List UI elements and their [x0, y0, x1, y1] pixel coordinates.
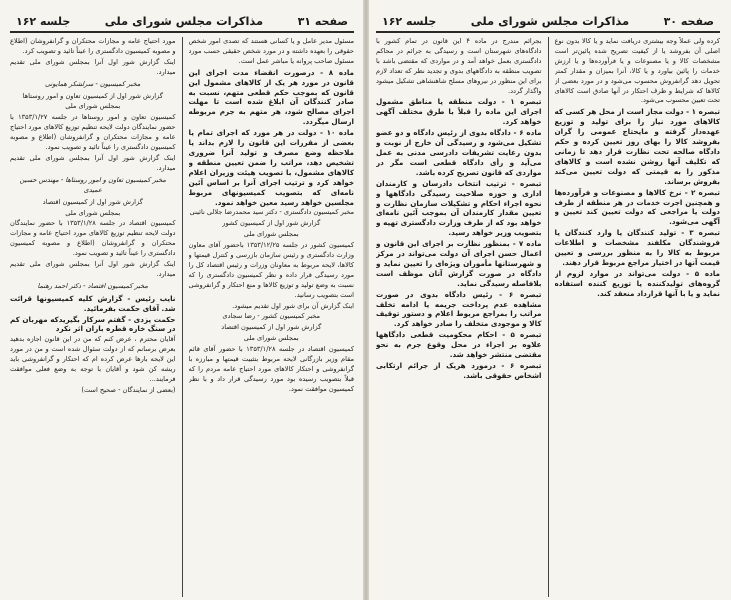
section-heading: بمجلس شورای ملی — [65, 208, 121, 217]
column-left — [376, 37, 542, 597]
paragraph: مخبر کمیسیون دادگستری - دکتر سید محمدرضا جلالی نائینی — [189, 208, 354, 217]
paragraph: اینک گزارش آن برای شور اول تقدیم میشود. — [232, 301, 354, 310]
column-rule — [548, 37, 549, 597]
paragraph: اینک گزارش شور اول آنرا بمجلس شورای ملی تقدیم میدارد. — [10, 153, 176, 172]
page-31 — [0, 0, 365, 600]
column-left — [10, 37, 176, 597]
page-label: صفحه ۳۰ — [663, 15, 714, 28]
page-label: صفحه ۳۱ — [297, 15, 348, 28]
paragraph: بجرائم مندرج در ماده ۴ این قانون در تمام کشور با دادگاه‌های شهرستان است و رسیدگی به جرائم در محاکم دادگستری بعمل خواهد آمد و در مواردی که مقتضی باشد با تصویب منطقه به دادگاههای بدوی و تجدید نظر که تعداد لازم برای این منظور در نیروهای مسلح شاهنشاهی تشکیل میشود واگذار گردد. — [376, 37, 542, 95]
paragraph: مسئول مدیر عامل و یا کسانی هستند که تصدی امور شخص حقوقی را بعهده داشته و در مورد شخص حقیقی حسب مورد مسئول صاحب پروانه یا مباشر عمل است. — [188, 37, 354, 65]
paragraph: کمیسیون تعاون و امور روستاها در جلسه ۱۳۵۳/۱/۲۷ با حضور نمایندگان دولت لایحه تنظیم توزیع کالاهای مورد احتیاج عامه و مجازات محتکران و گرانفروشان (اطلاع و مصوبه کمیسیون دادگستری را عیناً تائید و تصویب نمود. — [10, 113, 176, 152]
article-paragraph: تبصره ۳ - تولید کنندگان یا وارد کنندگان یا فروشندگان مکلفند مشخصات و اطلاعات مربوط به کالا را به منظور بررسی و تعیین قیمت آنها در اختیار مراجع مربوط قرار دهند. — [554, 228, 720, 267]
article-paragraph: ماده ۷ - بمنظور نظارت بر اجرای این قانون و اعمال حسن اجرای آن دولت می‌تواند در مرکز و شهرستانها مأموران ویژه‌ای را تعیین نماید و دادگاه در صورت گزارش آنان موظف است بلافاصله رسیدگی نماید. — [376, 239, 542, 288]
paragraph: کمیسیون اقتصاد در جلسه ۱۳۵۳/۱/۲۸ با حضور نمایندگان دولت لایحه تنظیم توزیع کالاهای مورد احتیاج عامه و مجازات محتکران و گرانفروشان (اطلاع و مصوبه کمیسیون دادگستری را عیناً تائید و تصویب نمود. — [10, 219, 176, 258]
text-columns — [376, 37, 720, 597]
article-paragraph: تبصره ۱ - دولت منطقه یا مناطق مشمول اجرای این ماده را قبلاً با طرق مختلف آگهی خواهد کرد. — [376, 97, 542, 127]
session-label: جلسه ۱۶۲ — [382, 15, 437, 28]
paragraph: کمیسیون اقتصاد در جلسه ۱۳۵۳/۱/۲۸ با حضور آقای قائم مقام وزیر بازرگانی لایحه مربوط بتثبیت قیمتها و مبارزه با گرانفروشی و احتکار کالاهای مورد احتیاج عامه مردم را که قبلاً بتصویب رسیده بود مورد رسیدگی قرار داد و با نظر کمیسیون موافقت نمود. — [188, 345, 354, 393]
column-right — [189, 37, 355, 597]
article-paragraph: ماده ۵ - دولت می‌تواند در موارد لزوم از گروه‌های تولیدکننده یا توزیع کننده استفاده نماید و یا با آنها قرارداد منعقد کند. — [554, 268, 720, 298]
paragraph: اینک گزارش شور اول آنرا بمجلس شورای ملی تقدیم میدارد. — [10, 57, 176, 76]
article-paragraph: ماده ۱۰ - دولت در هر مورد که اجرای تمام یا بعضی از مقررات این قانون را لازم بداند یا ملاحظه وضع مصرف و تولید آنرا ضروری تشخیص دهد، مراتب را ضمن تعیین منطقه و کالاهای مشمول، با تصویب هیئت وزیران اعلام خواهد کرد و ترتیب اجرای آنرا بر اساس آئین نامه‌ای که بتصویب کمیسیونهای مربوط مجلسین خواهد رسید معین خواهد نمود. — [188, 128, 354, 207]
paragraph: آقایان محترم ، عرض کنم که من در این قانون اجازه بدهید بعرض برسانم که از دولت سئوال شده است و من در مورد این لایحه بارها عرض کرده ام که احتکار و گرانفروشی باید ریشه کن شود و آقایان با توجه به وضع فعلی موافقت فرمایند... — [10, 335, 176, 383]
paragraph: مورد احتیاج عامه و مجازات محتکران و گرانفروشان (اطلاع و مصوبه کمیسیون دادگستری را عیناً تائید و تصویب کرد. — [10, 37, 176, 55]
journal-title: مذاکرات مجلس شورای ملی — [470, 14, 630, 28]
section-heading: گزارش شور اول از کمیسیون کشور — [222, 219, 321, 228]
article-paragraph: تبصره ۶ - رئیس دادگاه بدوی در صورت مشاهده عدم پرداخت جریمه یا ادامه تخلف مراتب را بمراجع مربوط اعلام و دستور توقیف کالا و موجودی متخلف را صادر خواهد کرد. — [376, 289, 542, 329]
paragraph: کرده ولی عملاً وجه بیشتری دریافت نماید و یا کالا بدون نوع اصلی آن بفروشد یا از کیفیت تصریح شده پائین‌تر است مشخصات کالا و یا مصنوعات و یا فرآورده‌ها و یا ارزش خدمات را پائین بیاورد و یا کالا، آنرا بمیزان و مقدار کمتر تحویل دهد گرانفروش محسوب می‌شود و در مورد بعضی از کالاها که شرایط و ظرف احتکار در آنها صادق است کالاهای تحت تعیین محسوب می‌شود. — [554, 37, 720, 105]
section-heading: بمجلس شورای ملی — [243, 230, 299, 239]
article-paragraph: حکمت یزدی - گفتم سرکار بگیریدکه مهربان کم در سنگ خاره قطره باران اثر نکرد — [10, 314, 176, 334]
article-paragraph: تبصره ۱ - دولت مجاز است از محل هر کسی که کالاهای مورد نیاز را برای تولید و توزیع عهده‌دار گرفته و مایحتاج عمومی را گران بفروشد کالا را بهای روز تعیین کرده و حکم دادگاه صالحه تحت نظارت قرار دهد تا زمانی که تکلیف آنها روشن نشده است و کالاهای مذکور را به قیمتی که دولت تعیین می‌کند بفروش برساند. — [554, 107, 720, 186]
page-header — [10, 14, 354, 33]
paragraph: (بعضی از نمایندگان - صحیح است) — [81, 385, 176, 394]
article-paragraph: ماده ۶ - دادگاه بدوی از رئیس دادگاه و دو عضو تشکیل می‌شود و رسیدگی آن خارج از نوبت و بدون رعایت تشریفات دادرسی مدنی به عمل می‌آید و رأی دادگاه قطعی است مگر در مواردی که قانون تصریح کرده باشد. — [376, 128, 542, 177]
paragraph: مخبر کمیسیون تعاون و امور روستاها - مهندس حسین عمیدی — [19, 175, 166, 194]
article-paragraph: تبصره ۶ - درمورد هریک از جرائم ارتکابی اشخاص حقوقی باشد. — [376, 361, 542, 380]
section-heading: گزارش شور اول از کمیسیون اقتصاد — [42, 197, 143, 206]
article-paragraph: تبصره - ترتیب انتخاب دادرسان و کارمندان اداری و حوزه صلاحیت رسیدگی دادگاهها و نحوه اجراء احکام و تشکیلات سازمان نظارت و تعیین مقدار کارمندان آن بموجب آئین نامه‌ای خواهد بود که از طرف وزارت دادگستری تهیه و بتصویب وزیر خواهد رسید. — [376, 178, 542, 238]
paragraph: کمیسیون کشور در جلسه ۱۳۵۳/۱۲/۲۵ باحضور آقای معاون وزارت دادگستری و رئیس سازمان بازرسی و کنترل قیمتها و کالاها، لایحه مربوط به معاونان وزرات و رئیس اقتصاد کل را مورد رسیدگی قرار داده و نظر کمیسیون دادگستری را که نسبت به وضع تولید و توزیع کالاها و منع احتکار و گرانفروشی است بتصویب رسانید. — [188, 241, 354, 299]
section-heading: گزارش شور اول از کمیسیون تعاون و امور روستاها — [22, 91, 163, 100]
paragraph: مخبر کمیسیون اقتصاد - دکتر احمد رهنما — [37, 281, 148, 290]
article-paragraph: نایب رئیس - گزارش کلیه کمیسیونها قرائت شد. آقای حکمت بفرمائید. — [10, 293, 176, 313]
paragraph: مخبر کمیسیون - سرلشکر همایونی — [45, 79, 141, 88]
page-30 — [365, 0, 730, 600]
article-paragraph: ماده ۸ - درصورت انقضاء مدت اجرای این قانون در مورد هر یک از کالاهای مشمول این قانون که بموجب حکم قطعی متهم، نسبت به صادر کنندگان آن ابلاغ شده است تا مهلت اجرای مصالح شود، هر متهم به جرم مربوطه ارسال میگردد. — [188, 67, 354, 127]
journal-title: مذاکرات مجلس شورای ملی — [104, 14, 264, 28]
paragraph: اینک گزارش شور اول آنرا بمجلس شورای ملی تقدیم میدارد. — [10, 260, 176, 278]
section-heading: بمجلس شورای ملی — [243, 334, 299, 343]
section-heading: مخبر کمیسیون کشور - رضا سجادی — [222, 312, 321, 321]
book-gutter — [363, 0, 369, 600]
article-paragraph: تبصره ۵ - احکام محکومیت قطعی دادگاهها علاوه بر اجراء در محل وقوع جرم به نحو مقتضی منتشر خواهد شد. — [376, 330, 542, 360]
column-right — [555, 37, 721, 597]
page-header — [376, 14, 720, 33]
section-heading: گزارش شور اول از کمیسیون اقتصاد — [221, 323, 322, 332]
session-label: جلسه ۱۶۲ — [16, 15, 71, 28]
column-rule — [182, 37, 183, 597]
section-heading: بمجلس شورای ملی — [65, 102, 121, 111]
article-paragraph: تبصره ۲ - نرخ کالاها و مصنوعات و فرآورده‌ها و همچنین اجرت خدمات در هر منطقه از طرف دولت یا مراجعی که دولت تعیین کند تعیین و آگهی می‌شود. — [554, 187, 720, 227]
text-columns — [10, 37, 354, 597]
